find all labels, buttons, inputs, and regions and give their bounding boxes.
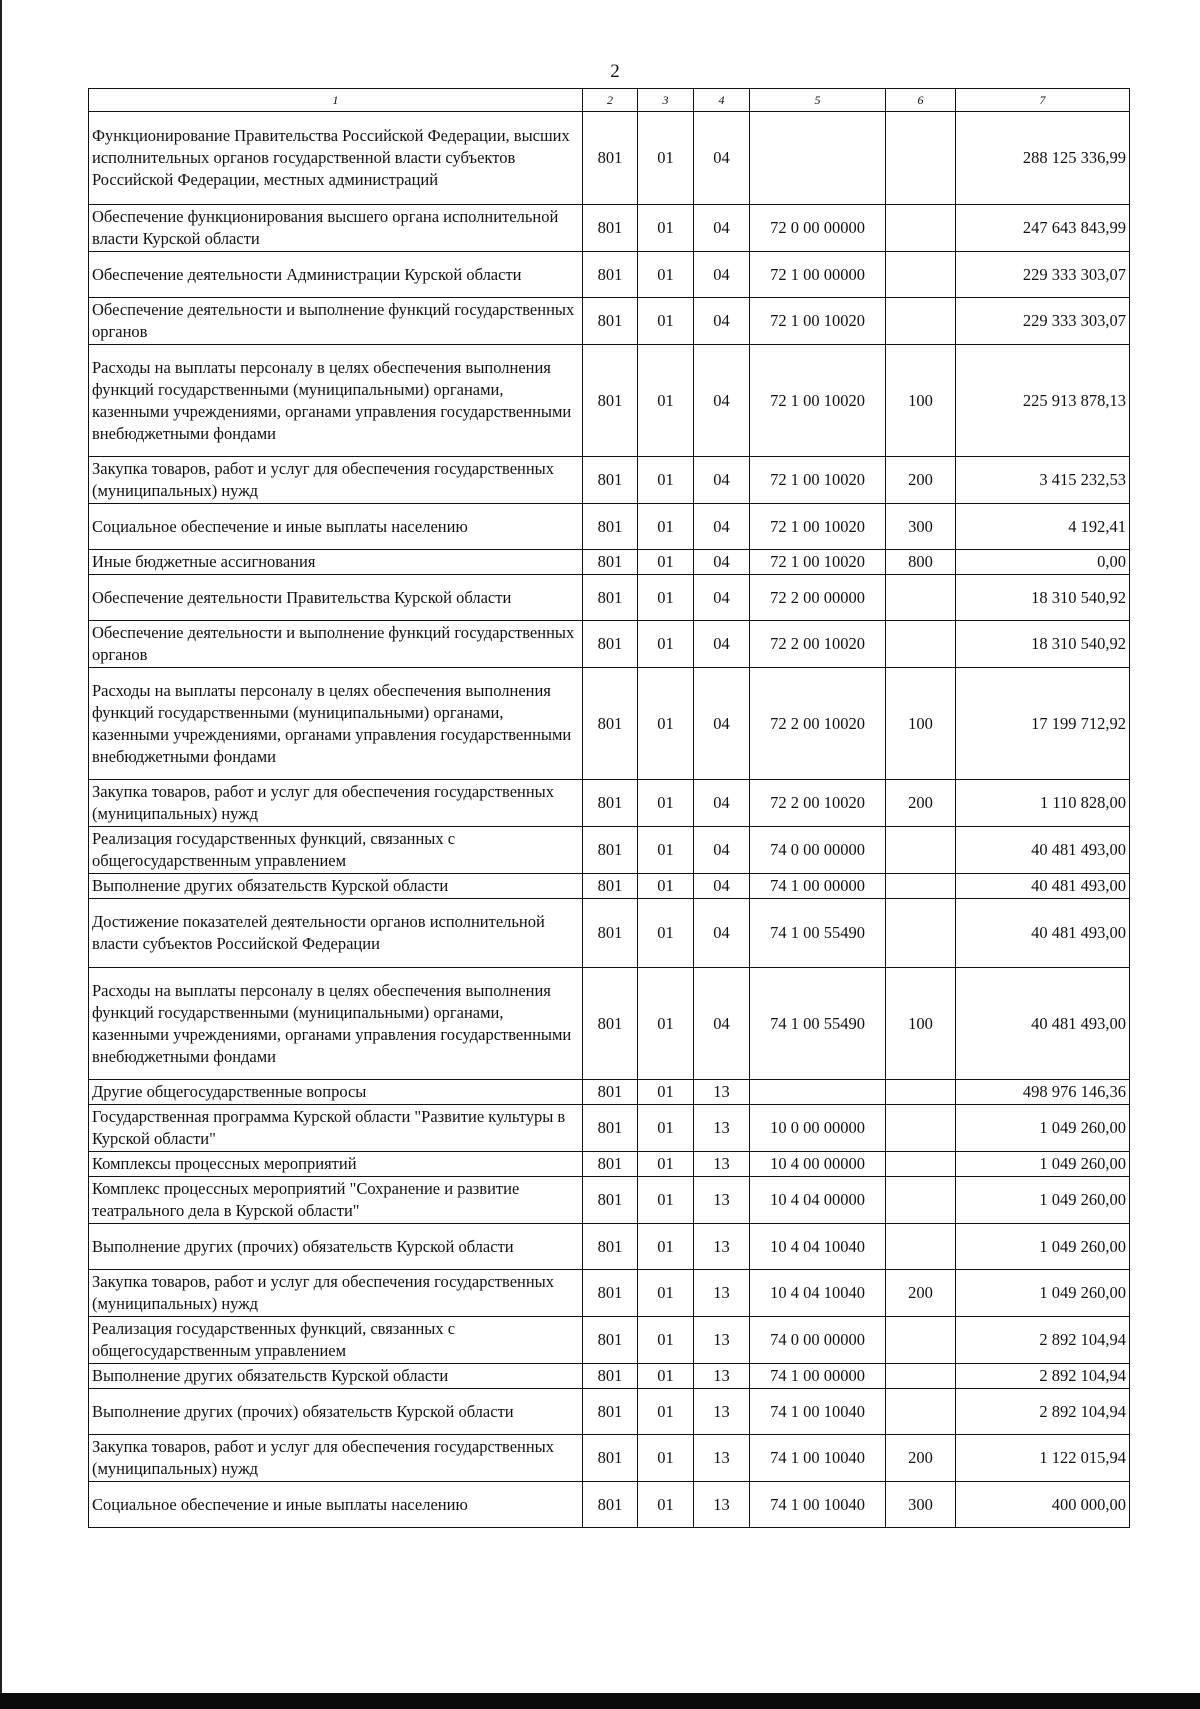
row-target-article: 74 1 00 10040 bbox=[750, 1435, 886, 1482]
row-section: 01 bbox=[638, 621, 694, 668]
row-expense-type bbox=[886, 1389, 956, 1435]
row-grbs: 801 bbox=[583, 1435, 638, 1482]
column-number: 1 bbox=[89, 89, 583, 112]
row-amount: 1 049 260,00 bbox=[956, 1224, 1130, 1270]
row-name: Расходы на выплаты персоналу в целях обеспечения выполнения функций государственными (муниципальными) органами, казенными учреждениями, органами управления государственными внебюджетными фондами bbox=[89, 345, 583, 457]
table-row bbox=[89, 1080, 1130, 1105]
row-target-article: 74 1 00 55490 bbox=[750, 899, 886, 968]
row-amount: 18 310 540,92 bbox=[956, 575, 1130, 621]
table-row bbox=[89, 621, 1130, 668]
row-amount: 400 000,00 bbox=[956, 1482, 1130, 1528]
row-expense-type: 200 bbox=[886, 1435, 956, 1482]
row-name: Расходы на выплаты персоналу в целях обеспечения выполнения функций государственными (муниципальными) органами, казенными учреждениями, органами управления государственными внебюджетными фондами bbox=[89, 968, 583, 1080]
row-amount: 229 333 303,07 bbox=[956, 252, 1130, 298]
row-expense-type bbox=[886, 112, 956, 205]
row-target-article bbox=[750, 1080, 886, 1105]
scan-bottom-edge bbox=[0, 1693, 1200, 1709]
row-subsection: 04 bbox=[694, 504, 750, 550]
row-subsection: 13 bbox=[694, 1364, 750, 1389]
row-grbs: 801 bbox=[583, 968, 638, 1080]
row-grbs: 801 bbox=[583, 457, 638, 504]
row-section: 01 bbox=[638, 899, 694, 968]
row-grbs: 801 bbox=[583, 874, 638, 899]
row-amount: 225 913 878,13 bbox=[956, 345, 1130, 457]
row-name: Выполнение других (прочих) обязательств Курской области bbox=[89, 1224, 583, 1270]
row-expense-type bbox=[886, 205, 956, 252]
row-target-article: 72 1 00 10020 bbox=[750, 504, 886, 550]
row-grbs: 801 bbox=[583, 1389, 638, 1435]
row-section: 01 bbox=[638, 827, 694, 874]
row-grbs: 801 bbox=[583, 1105, 638, 1152]
row-amount: 1 110 828,00 bbox=[956, 780, 1130, 827]
row-section: 01 bbox=[638, 1435, 694, 1482]
table-row bbox=[89, 668, 1130, 780]
column-number: 4 bbox=[694, 89, 750, 112]
row-target-article: 74 1 00 10040 bbox=[750, 1389, 886, 1435]
row-subsection: 04 bbox=[694, 899, 750, 968]
row-target-article: 10 0 00 00000 bbox=[750, 1105, 886, 1152]
row-section: 01 bbox=[638, 205, 694, 252]
row-name: Расходы на выплаты персоналу в целях обеспечения выполнения функций государственными (муниципальными) органами, казенными учреждениями, органами управления государственными внебюджетными фондами bbox=[89, 668, 583, 780]
row-subsection: 04 bbox=[694, 298, 750, 345]
row-amount: 2 892 104,94 bbox=[956, 1389, 1130, 1435]
row-amount: 288 125 336,99 bbox=[956, 112, 1130, 205]
table-row bbox=[89, 252, 1130, 298]
table-row bbox=[89, 1389, 1130, 1435]
row-target-article: 72 1 00 10020 bbox=[750, 298, 886, 345]
row-grbs: 801 bbox=[583, 1152, 638, 1177]
row-section: 01 bbox=[638, 550, 694, 575]
table-row bbox=[89, 1152, 1130, 1177]
row-expense-type: 300 bbox=[886, 504, 956, 550]
row-amount: 18 310 540,92 bbox=[956, 621, 1130, 668]
row-section: 01 bbox=[638, 575, 694, 621]
row-grbs: 801 bbox=[583, 1080, 638, 1105]
budget-table bbox=[88, 88, 1130, 1528]
row-subsection: 13 bbox=[694, 1317, 750, 1364]
row-grbs: 801 bbox=[583, 252, 638, 298]
row-name: Выполнение других обязательств Курской области bbox=[89, 1364, 583, 1389]
row-expense-type bbox=[886, 1364, 956, 1389]
row-grbs: 801 bbox=[583, 668, 638, 780]
row-amount: 1 049 260,00 bbox=[956, 1177, 1130, 1224]
row-grbs: 801 bbox=[583, 899, 638, 968]
row-grbs: 801 bbox=[583, 550, 638, 575]
row-section: 01 bbox=[638, 504, 694, 550]
table-row bbox=[89, 205, 1130, 252]
row-section: 01 bbox=[638, 345, 694, 457]
table-row bbox=[89, 1224, 1130, 1270]
row-name: Комплекс процессных мероприятий "Сохранение и развитие театрального дела в Курской области" bbox=[89, 1177, 583, 1224]
row-name: Обеспечение деятельности и выполнение функций государственных органов bbox=[89, 298, 583, 345]
row-grbs: 801 bbox=[583, 827, 638, 874]
row-name: Обеспечение деятельности Администрации Курской области bbox=[89, 252, 583, 298]
row-subsection: 04 bbox=[694, 621, 750, 668]
row-grbs: 801 bbox=[583, 621, 638, 668]
column-number: 2 bbox=[583, 89, 638, 112]
row-name: Выполнение других обязательств Курской области bbox=[89, 874, 583, 899]
row-expense-type bbox=[886, 874, 956, 899]
row-subsection: 04 bbox=[694, 205, 750, 252]
row-expense-type bbox=[886, 827, 956, 874]
row-grbs: 801 bbox=[583, 1270, 638, 1317]
row-amount: 2 892 104,94 bbox=[956, 1317, 1130, 1364]
row-amount: 229 333 303,07 bbox=[956, 298, 1130, 345]
table-row bbox=[89, 457, 1130, 504]
row-section: 01 bbox=[638, 968, 694, 1080]
row-expense-type bbox=[886, 298, 956, 345]
row-name: Обеспечение деятельности и выполнение функций государственных органов bbox=[89, 621, 583, 668]
row-name: Комплексы процессных мероприятий bbox=[89, 1152, 583, 1177]
row-subsection: 04 bbox=[694, 345, 750, 457]
row-subsection: 04 bbox=[694, 457, 750, 504]
table-row bbox=[89, 899, 1130, 968]
row-subsection: 13 bbox=[694, 1435, 750, 1482]
row-amount: 40 481 493,00 bbox=[956, 874, 1130, 899]
row-name: Реализация государственных функций, связанных с общегосударственным управлением bbox=[89, 1317, 583, 1364]
row-target-article: 72 1 00 10020 bbox=[750, 345, 886, 457]
row-expense-type bbox=[886, 621, 956, 668]
row-name: Обеспечение деятельности Правительства Курской области bbox=[89, 575, 583, 621]
table-row bbox=[89, 827, 1130, 874]
table-row bbox=[89, 298, 1130, 345]
row-section: 01 bbox=[638, 1080, 694, 1105]
row-grbs: 801 bbox=[583, 345, 638, 457]
row-target-article: 74 1 00 00000 bbox=[750, 1364, 886, 1389]
table-row bbox=[89, 1435, 1130, 1482]
row-amount: 498 976 146,36 bbox=[956, 1080, 1130, 1105]
row-target-article: 74 0 00 00000 bbox=[750, 827, 886, 874]
row-subsection: 13 bbox=[694, 1152, 750, 1177]
table-row bbox=[89, 1317, 1130, 1364]
column-number: 6 bbox=[886, 89, 956, 112]
row-section: 01 bbox=[638, 252, 694, 298]
row-target-article: 72 1 00 10020 bbox=[750, 550, 886, 575]
row-target-article: 72 1 00 10020 bbox=[750, 457, 886, 504]
row-section: 01 bbox=[638, 298, 694, 345]
table-row bbox=[89, 968, 1130, 1080]
row-section: 01 bbox=[638, 1482, 694, 1528]
row-grbs: 801 bbox=[583, 1317, 638, 1364]
row-subsection: 04 bbox=[694, 252, 750, 298]
row-section: 01 bbox=[638, 112, 694, 205]
row-target-article: 72 1 00 00000 bbox=[750, 252, 886, 298]
row-section: 01 bbox=[638, 1177, 694, 1224]
column-number-row bbox=[89, 89, 1130, 112]
row-grbs: 801 bbox=[583, 504, 638, 550]
row-amount: 1 049 260,00 bbox=[956, 1152, 1130, 1177]
table-row bbox=[89, 1177, 1130, 1224]
row-amount: 1 049 260,00 bbox=[956, 1270, 1130, 1317]
table-row bbox=[89, 1364, 1130, 1389]
table-row bbox=[89, 780, 1130, 827]
row-section: 01 bbox=[638, 1105, 694, 1152]
row-target-article: 74 1 00 10040 bbox=[750, 1482, 886, 1528]
row-amount: 1 049 260,00 bbox=[956, 1105, 1130, 1152]
row-grbs: 801 bbox=[583, 298, 638, 345]
row-expense-type: 800 bbox=[886, 550, 956, 575]
row-grbs: 801 bbox=[583, 1177, 638, 1224]
row-expense-type: 100 bbox=[886, 968, 956, 1080]
column-number: 5 bbox=[750, 89, 886, 112]
row-name: Иные бюджетные ассигнования bbox=[89, 550, 583, 575]
row-expense-type bbox=[886, 1080, 956, 1105]
table-row bbox=[89, 1105, 1130, 1152]
row-name: Выполнение других (прочих) обязательств Курской области bbox=[89, 1389, 583, 1435]
row-grbs: 801 bbox=[583, 112, 638, 205]
row-grbs: 801 bbox=[583, 780, 638, 827]
row-amount: 40 481 493,00 bbox=[956, 968, 1130, 1080]
row-name: Государственная программа Курской области "Развитие культуры в Курской области" bbox=[89, 1105, 583, 1152]
row-expense-type bbox=[886, 252, 956, 298]
row-name: Закупка товаров, работ и услуг для обеспечения государственных (муниципальных) нужд bbox=[89, 1435, 583, 1482]
row-grbs: 801 bbox=[583, 575, 638, 621]
row-target-article: 10 4 04 10040 bbox=[750, 1224, 886, 1270]
row-subsection: 04 bbox=[694, 968, 750, 1080]
table-row bbox=[89, 874, 1130, 899]
row-expense-type bbox=[886, 1105, 956, 1152]
row-subsection: 04 bbox=[694, 112, 750, 205]
row-grbs: 801 bbox=[583, 1224, 638, 1270]
row-subsection: 13 bbox=[694, 1224, 750, 1270]
row-section: 01 bbox=[638, 1270, 694, 1317]
row-subsection: 13 bbox=[694, 1270, 750, 1317]
row-expense-type bbox=[886, 1317, 956, 1364]
row-target-article: 72 2 00 10020 bbox=[750, 668, 886, 780]
row-target-article: 72 2 00 10020 bbox=[750, 621, 886, 668]
row-expense-type bbox=[886, 1224, 956, 1270]
row-amount: 40 481 493,00 bbox=[956, 827, 1130, 874]
row-section: 01 bbox=[638, 1364, 694, 1389]
row-target-article: 74 1 00 00000 bbox=[750, 874, 886, 899]
row-name: Социальное обеспечение и иные выплаты населению bbox=[89, 1482, 583, 1528]
row-grbs: 801 bbox=[583, 205, 638, 252]
row-amount: 2 892 104,94 bbox=[956, 1364, 1130, 1389]
table-row bbox=[89, 575, 1130, 621]
row-subsection: 13 bbox=[694, 1482, 750, 1528]
row-subsection: 04 bbox=[694, 827, 750, 874]
row-name: Закупка товаров, работ и услуг для обеспечения государственных (муниципальных) нужд bbox=[89, 1270, 583, 1317]
row-expense-type: 100 bbox=[886, 668, 956, 780]
row-subsection: 04 bbox=[694, 668, 750, 780]
page-number: 2 bbox=[610, 61, 620, 82]
table-row bbox=[89, 345, 1130, 457]
row-subsection: 13 bbox=[694, 1105, 750, 1152]
row-section: 01 bbox=[638, 780, 694, 827]
table-body bbox=[89, 112, 1130, 1528]
row-amount: 247 643 843,99 bbox=[956, 205, 1130, 252]
row-name: Другие общегосударственные вопросы bbox=[89, 1080, 583, 1105]
row-expense-type: 200 bbox=[886, 1270, 956, 1317]
column-number: 7 bbox=[956, 89, 1130, 112]
row-target-article: 10 4 04 10040 bbox=[750, 1270, 886, 1317]
row-amount: 0,00 bbox=[956, 550, 1130, 575]
row-name: Закупка товаров, работ и услуг для обеспечения государственных (муниципальных) нужд bbox=[89, 780, 583, 827]
row-name: Социальное обеспечение и иные выплаты населению bbox=[89, 504, 583, 550]
row-target-article: 74 0 00 00000 bbox=[750, 1317, 886, 1364]
row-expense-type bbox=[886, 1152, 956, 1177]
row-subsection: 04 bbox=[694, 550, 750, 575]
row-subsection: 04 bbox=[694, 874, 750, 899]
row-name: Реализация государственных функций, связанных с общегосударственным управлением bbox=[89, 827, 583, 874]
row-expense-type bbox=[886, 1177, 956, 1224]
row-section: 01 bbox=[638, 457, 694, 504]
row-amount: 40 481 493,00 bbox=[956, 899, 1130, 968]
row-section: 01 bbox=[638, 1224, 694, 1270]
row-section: 01 bbox=[638, 874, 694, 899]
row-target-article: 74 1 00 55490 bbox=[750, 968, 886, 1080]
row-name: Достижение показателей деятельности органов исполнительной власти субъектов Российской Федерации bbox=[89, 899, 583, 968]
row-expense-type: 300 bbox=[886, 1482, 956, 1528]
table-row bbox=[89, 1482, 1130, 1528]
row-target-article: 10 4 00 00000 bbox=[750, 1152, 886, 1177]
row-amount: 1 122 015,94 bbox=[956, 1435, 1130, 1482]
table-row bbox=[89, 504, 1130, 550]
row-subsection: 04 bbox=[694, 575, 750, 621]
row-section: 01 bbox=[638, 668, 694, 780]
row-expense-type bbox=[886, 899, 956, 968]
row-expense-type: 100 bbox=[886, 345, 956, 457]
column-number: 3 bbox=[638, 89, 694, 112]
row-subsection: 13 bbox=[694, 1080, 750, 1105]
row-target-article: 72 0 00 00000 bbox=[750, 205, 886, 252]
row-section: 01 bbox=[638, 1317, 694, 1364]
table-row bbox=[89, 550, 1130, 575]
row-subsection: 04 bbox=[694, 780, 750, 827]
table-row bbox=[89, 112, 1130, 205]
row-target-article: 10 4 04 00000 bbox=[750, 1177, 886, 1224]
row-name: Обеспечение функционирования высшего органа исполнительной власти Курской области bbox=[89, 205, 583, 252]
row-grbs: 801 bbox=[583, 1482, 638, 1528]
row-amount: 3 415 232,53 bbox=[956, 457, 1130, 504]
row-target-article bbox=[750, 112, 886, 205]
scan-edge bbox=[0, 0, 2, 1709]
row-section: 01 bbox=[638, 1152, 694, 1177]
table-row bbox=[89, 1270, 1130, 1317]
row-amount: 4 192,41 bbox=[956, 504, 1130, 550]
row-expense-type: 200 bbox=[886, 457, 956, 504]
row-target-article: 72 2 00 10020 bbox=[750, 780, 886, 827]
row-name: Закупка товаров, работ и услуг для обеспечения государственных (муниципальных) нужд bbox=[89, 457, 583, 504]
row-section: 01 bbox=[638, 1389, 694, 1435]
row-grbs: 801 bbox=[583, 1364, 638, 1389]
row-expense-type bbox=[886, 575, 956, 621]
row-name: Функционирование Правительства Российской Федерации, высших исполнительных органов государственной власти субъектов Российской Федерации, местных администраций bbox=[89, 112, 583, 205]
row-expense-type: 200 bbox=[886, 780, 956, 827]
row-subsection: 13 bbox=[694, 1389, 750, 1435]
row-target-article: 72 2 00 00000 bbox=[750, 575, 886, 621]
row-amount: 17 199 712,92 bbox=[956, 668, 1130, 780]
row-subsection: 13 bbox=[694, 1177, 750, 1224]
